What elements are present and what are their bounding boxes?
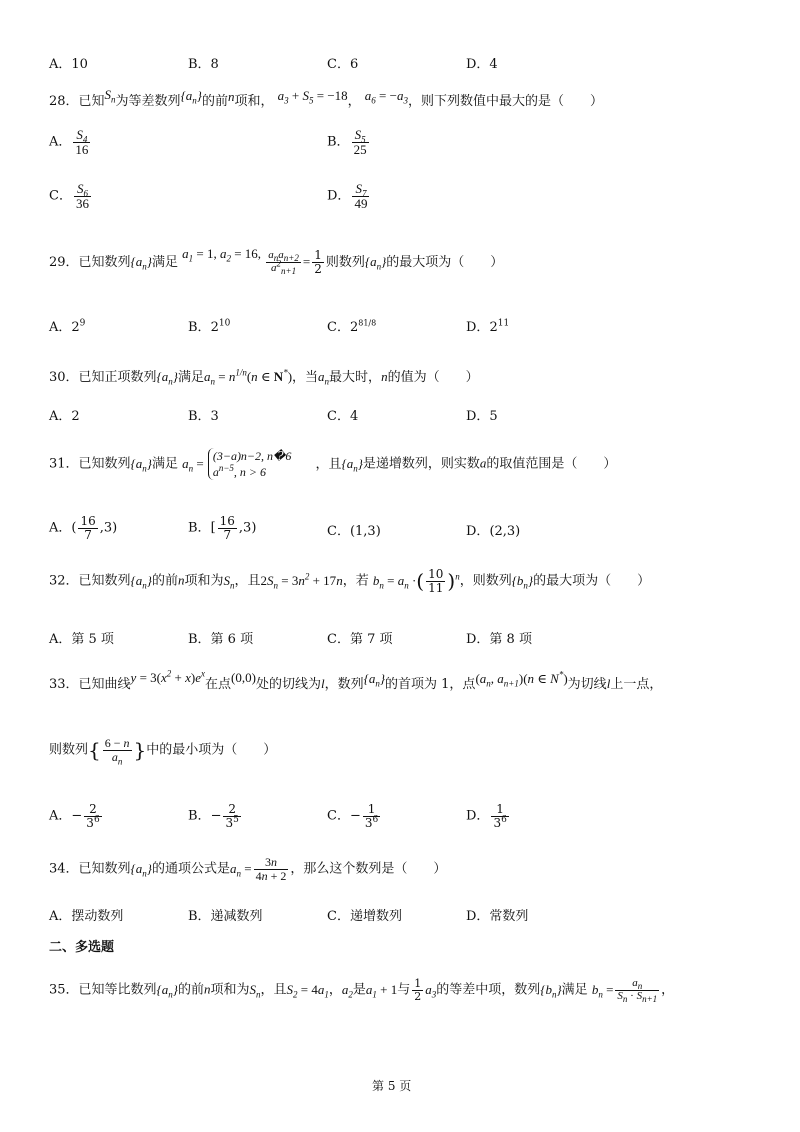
- q33-option-c: C．− $\frac{1}{3^6}$: [327, 802, 379, 830]
- q33-option-a: A．− $\frac{2}{3^6}$: [49, 802, 100, 830]
- q32-option-d: D．第 8 项: [466, 632, 532, 647]
- question-30: 30．已知正项数列$\{a_n\}$满足$a_n = n^{1/n}(n$ ∈ N*)，当$a_n$最大时，n的值为（ ）: [49, 367, 479, 387]
- q28-option-b: B． $\frac{S_5}{25}$: [327, 127, 367, 157]
- q32-option-b: B．第 6 项: [188, 632, 254, 647]
- q29-option-a: A．$2^9$: [49, 318, 86, 335]
- q34-option-b: B．递减数列: [188, 909, 263, 924]
- q33-option-b: B．− $\frac{2}{3^5}$: [188, 802, 239, 830]
- q32-option-c: C．第 7 项: [327, 632, 393, 647]
- q34-option-a: A．摆动数列: [49, 909, 124, 924]
- q27-option-b: B．8: [188, 57, 219, 72]
- q29-option-c: C．$2^{81/8}$: [327, 318, 377, 335]
- q30-option-d: D．5: [466, 409, 498, 424]
- question-29: 29．已知数列$\{a_n\}$满足 $a_1 = 1$, $a_2 = 16$, $\frac{a_na_{n+2}}{a^2_{n+1}}$ = $\frac{1}{2}$ 则数列$\{a_n\}$的最大项为（ ）: [49, 246, 504, 277]
- question-28: 28．已知$^{S_n}$为等差数列$\{a_n\}$的前n项和， $a_3 + S_5 = -18$， $a_6 = -a_3$，则下列数值中最大的是（ ）: [49, 87, 603, 109]
- q30-option-a: A．2: [49, 409, 80, 424]
- q27-option-c: C．6: [327, 57, 359, 72]
- question-33: 33．已知曲线$y = 3(x^2 + x)e^x$在点(0,0)处的切线为l，数列$\{a_n\}$的首项为 1，点($a_n$, $a_{n+1})(n$ ∈ N*)为切线l上一点，: [49, 668, 663, 692]
- q34-option-d: D．常数列: [466, 909, 529, 924]
- q28-option-a: A． $\frac{S_4}{16}$: [49, 127, 89, 157]
- question-31: 31．已知数列$\{a_n\}$满足 $a_n$ = (3−a)n−2, n�6 $a^{n-5}$, n > 6 ，且$\{a_n\}$是递增数列，则实数a的取值范围是（ ）: [49, 449, 617, 480]
- question-35: 35．已知等比数列$\{a_n\}$的前n项和为$S_n$，且$S_2 = 4a_1$，$a_2$是$a_1 + 1$与 $\frac{1}{2}$ $a_3$的等差中项，数列$\{b_n\}$满足 $b_n$ = $\frac{a_n}{S_n \cdot S_{n+1}}$ ，: [49, 977, 675, 1004]
- q27-option-a: A．10: [49, 57, 88, 72]
- section-heading: 二、多选题: [49, 940, 115, 955]
- q31-option-a: A．( $\frac{16}{7}$ ,3): [49, 514, 118, 542]
- question-34: 34．已知数列$\{a_n\}$的通项公式是$a_n$ = $\frac{3n}{4n + 2}$ ，那么这个数列是（ ）: [49, 855, 447, 883]
- q31-option-c: C．(1,3): [327, 524, 381, 539]
- q32-option-a: A．第 5 项: [49, 632, 114, 647]
- q28-option-d: D． $\frac{S_7}{49}$: [327, 181, 368, 211]
- q29-option-b: B．$2^{10}$: [188, 318, 231, 335]
- q29-option-d: D．$2^{11}$: [466, 318, 510, 335]
- q31-option-d: D．(2,3): [466, 524, 521, 539]
- q30-option-c: C．4: [327, 409, 359, 424]
- question-33-line2: 则数列{ $\frac{6 - n}{a_n}$ }中的最小项为（ ）: [49, 736, 277, 766]
- q34-option-c: C．递增数列: [327, 909, 402, 924]
- q30-option-b: B．3: [188, 409, 219, 424]
- page-number: 第 5 页: [372, 1079, 412, 1093]
- q28-option-c: C． $\frac{S_6}{36}$: [49, 181, 89, 211]
- question-32: 32．已知数列$\{a_n\}$的前n项和为$S_n$，且$2S_n = 3n^2 + 17n$，若 $b_n = a_n$ ·( $\frac{10}{11}$ )$^n$，则数列$\{b_n\}$的最大项为（ ）: [49, 567, 651, 595]
- q33-option-d: D． $\frac{1}{3^6}$: [466, 802, 507, 830]
- q27-option-d: D．4: [466, 57, 498, 72]
- q31-option-b: B．[ $\frac{16}{7}$ ,3): [188, 514, 257, 542]
